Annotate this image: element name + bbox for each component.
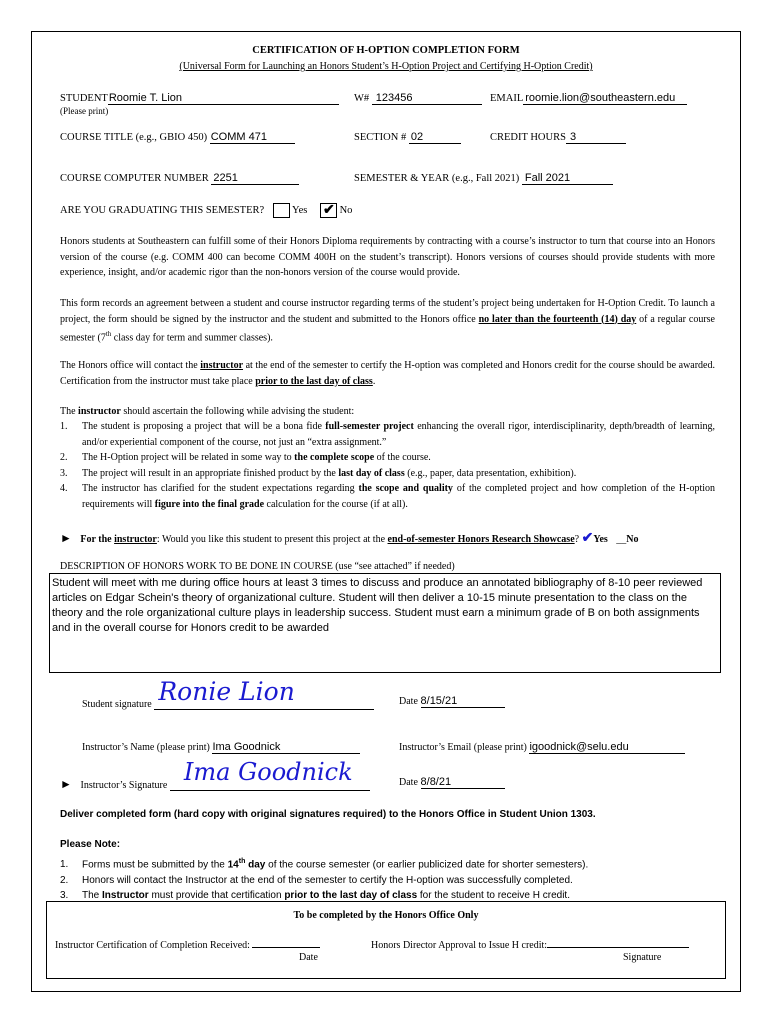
showcase-no-blank[interactable]: __ <box>616 534 627 545</box>
semester-value: Fall 2021 <box>522 172 613 185</box>
showcase-yes[interactable]: Yes <box>593 534 608 545</box>
list-emphasis: the scope and quality <box>358 483 453 494</box>
list-emphasis: full-semester project <box>325 421 414 432</box>
cert-instructor-emphasis: instructor <box>200 360 244 371</box>
list-text: of the completed project and how completion of the H-option requirements will <box>82 483 715 510</box>
certification-paragraph <box>60 358 715 389</box>
note-text: Forms must be submitted by the <box>82 859 228 871</box>
date-label: Date <box>399 777 418 788</box>
w-number-value: 123456 <box>372 92 482 105</box>
showcase-instructor: instructor <box>114 534 157 545</box>
list-text: The H-Option project will be related in some way to <box>82 452 295 463</box>
agreement-text-2: of a regular course semester (7 <box>60 313 715 344</box>
instructor-signature-field[interactable] <box>60 758 370 791</box>
cert-text-1: The Honors office will contact the <box>60 360 201 371</box>
showcase-for: For the <box>80 534 115 545</box>
course-number-field[interactable] <box>60 172 299 185</box>
student-label: STUDENT <box>60 93 108 104</box>
section-value: 02 <box>409 131 461 144</box>
w-number-label: W# <box>354 93 370 104</box>
completion-received-line[interactable] <box>252 937 320 948</box>
arrow-right-icon: ► <box>60 531 72 545</box>
note-emphasis: day <box>245 859 266 871</box>
description-label: DESCRIPTION OF HONORS WORK TO BE DONE IN COURSE (use “see attached” if needed) <box>60 561 455 572</box>
course-title-label: COURSE TITLE (e.g., GBIO 450) <box>60 132 208 143</box>
graduating-yes-label: Yes <box>292 205 308 216</box>
form-subtitle: (Universal Form for Launching an Honors Student’s H-Option Project and Certifying H-Option Credit) <box>179 61 593 72</box>
graduating-no-label: No <box>339 205 353 216</box>
form-title: CERTIFICATION OF H-OPTION COMPLETION FORM <box>252 45 520 56</box>
note-text: must provide that certification <box>148 890 285 902</box>
note-item <box>60 873 588 889</box>
cert-text-3: . <box>372 375 376 387</box>
notes-list <box>60 854 588 904</box>
course-title-field[interactable] <box>60 131 295 144</box>
semester-field[interactable] <box>354 172 613 185</box>
showcase-qmark: ? <box>574 534 580 545</box>
list-item <box>60 481 715 512</box>
instructor-email-value: igoodnick@selu.edu <box>529 741 685 754</box>
graduating-question <box>60 202 352 219</box>
instructor-name-value: Ima Goodnick <box>212 741 360 754</box>
student-field[interactable] <box>60 92 339 105</box>
email-value: roomie.lion@southeastern.edu <box>523 92 687 105</box>
instructor-signature-label: Instructor’s Signature <box>80 780 168 791</box>
notes-heading: Please Note: <box>60 839 121 850</box>
office-date-label: Date <box>299 952 318 963</box>
instructor-date-value: 8/8/21 <box>421 776 505 789</box>
director-approval-field[interactable] <box>371 937 689 951</box>
director-approval-label: Honors Director Approval to Issue H credit: <box>371 940 548 951</box>
completion-received-label: Instructor Certification of Completion Received: <box>55 940 250 951</box>
section-label: SECTION # <box>354 132 407 143</box>
checkmark-icon[interactable]: ✔ <box>581 529 594 545</box>
please-print-note: (Please print) <box>60 106 109 116</box>
instructor-name-field[interactable] <box>82 741 360 754</box>
note-text: for the student to receive H credit. <box>417 890 570 902</box>
w-number-field[interactable] <box>354 92 482 105</box>
list-emphasis: last day of class <box>338 467 405 479</box>
showcase-no[interactable]: No <box>626 534 639 545</box>
list-emphasis: the complete scope <box>294 452 375 463</box>
agreement-text-1: This form records an agreement between a student and course instructor regarding terms of the student’s project being undertaken for H-Option Credit. To launch a project, the form should be signed by the instructor and the student and submitted to the Honors office <box>60 298 715 325</box>
credit-hours-label: CREDIT HOURS <box>490 132 566 143</box>
credit-hours-value: 3 <box>566 131 626 144</box>
course-number-label: COURSE COMPUTER NUMBER <box>60 173 209 184</box>
note-text: of the course semester (or earlier publicized date for shorter semesters). <box>265 859 589 871</box>
list-item <box>60 419 715 450</box>
note-number: 2. <box>60 874 69 886</box>
date-label: Date <box>399 696 418 707</box>
instructor-email-field[interactable] <box>399 741 685 754</box>
student-value: Roomie T. Lion <box>108 92 339 105</box>
list-item <box>60 450 715 466</box>
guidance-text-2: should ascertain the following while advising the student: <box>120 406 355 417</box>
list-text: of the course. <box>374 452 431 463</box>
list-number: 1. <box>60 421 68 432</box>
arrow-right-icon: ► <box>60 777 72 791</box>
cert-deadline-emphasis: prior to the last day of class <box>255 375 373 387</box>
list-text: calculation for the course (if at all). <box>264 498 408 510</box>
note-sup: th <box>238 858 246 865</box>
note-emphasis: 14 <box>227 859 239 871</box>
note-number: 3. <box>60 890 69 902</box>
agreement-paragraph <box>60 296 715 346</box>
office-signature-label: Signature <box>623 952 662 963</box>
email-field[interactable] <box>490 92 687 105</box>
note-text: The <box>82 890 103 902</box>
cert-text-2: at the end of the semester to certify the H-option was completed and Honors credit for the course should be awarded. Certification from the instructor must take place <box>60 360 715 387</box>
note-item <box>60 854 588 873</box>
delivery-instructions: Deliver completed form (hard copy with original signatures required) to the Honors Office in Student Union 1303. <box>60 809 596 820</box>
guidance-text-1: The <box>60 406 79 417</box>
guidance-instructor: instructor <box>78 406 121 417</box>
student-signature-field[interactable] <box>82 677 374 710</box>
student-signature-label: Student signature <box>82 699 152 710</box>
form-page <box>31 31 741 992</box>
list-text: The project will result in an appropriate finished product by the <box>82 467 339 479</box>
instructor-email-label: Instructor’s Email (please print) <box>399 742 527 753</box>
student-date-value: 8/15/21 <box>421 695 505 708</box>
list-emphasis: figure into the final grade <box>154 498 265 510</box>
guidance-list <box>60 419 715 512</box>
deadline-emphasis: no later than the fourteenth (14) day <box>478 313 637 325</box>
showcase-question <box>60 529 639 546</box>
list-number: 4. <box>60 483 68 494</box>
email-label: EMAIL <box>490 93 524 104</box>
description-text: Student will meet with me during office hours at least 3 times to discuss and produce an annotated bibliography of 8-10 peer reviewed articles on Edgar Schein's theory of organizational culture. Student will then deliver a 10-15 minute presentation to the class on the theory and the role organizational culture plays in leadership success. Student must earn a minimum grade of B on both assignments and in the overall course for Honors credit to be awarded <box>52 577 703 634</box>
list-text: enhancing the overall rigor, interdisciplinarity, depth/breadth of learning, and/or experiential component of the course, not just an “extra assignment.” <box>82 421 715 448</box>
checkmark-icon: ✔ <box>322 201 335 218</box>
note-emphasis: Instructor <box>102 890 149 902</box>
list-text: The student is proposing a project that will be a bona fide <box>82 421 326 432</box>
graduating-yes-checkbox[interactable] <box>273 203 290 218</box>
note-text: Honors will contact the Instructor at the end of the semester to certify the H-option was successfully completed. <box>82 874 573 886</box>
student-signature: Ronie Lion <box>158 677 295 706</box>
note-number: 1. <box>60 859 69 871</box>
instructor-date-field[interactable] <box>399 776 505 789</box>
graduating-label: ARE YOU GRADUATING THIS SEMESTER? <box>60 205 265 216</box>
list-number: 2. <box>60 452 68 463</box>
section-field[interactable] <box>354 131 461 144</box>
list-item <box>60 466 715 482</box>
credit-hours-field[interactable] <box>490 131 626 144</box>
office-box-title: To be completed by the Honors Office Only <box>293 910 479 921</box>
course-title-value: COMM 471 <box>210 131 295 144</box>
list-text: The instructor has clarified for the student expectations regarding <box>82 483 359 494</box>
director-approval-line[interactable] <box>547 937 689 948</box>
showcase-event: end-of-semester Honors Research Showcase <box>387 534 575 545</box>
course-number-value: 2251 <box>211 172 299 185</box>
student-date-field[interactable] <box>399 695 505 708</box>
agreement-sup: th <box>105 330 112 338</box>
agreement-text-3: class day for term and summer classes). <box>111 332 273 344</box>
instructor-signature: Ima Goodnick <box>183 758 353 786</box>
instructor-guidance-intro <box>60 404 715 420</box>
description-box[interactable] <box>49 573 721 673</box>
semester-label: SEMESTER & YEAR (e.g., Fall 2021) <box>354 173 520 184</box>
instructor-name-label: Instructor’s Name (please print) <box>82 742 210 753</box>
showcase-text: : Would you like this student to present this project at the <box>156 534 388 545</box>
intro-paragraph: Honors students at Southeastern can fulfill some of their Honors Diploma requirements by contracting with a course’s instructor to turn that course into an Honors version of the course (e.g. COMM 400 can become COMM 400H on the student’s transcript). Honors versions of courses should provide students with more experience, insight, and/or academic rigor than the non-honors version of the course would provide. <box>60 236 715 278</box>
completion-received-field[interactable] <box>55 937 320 951</box>
list-text: (e.g., paper, data presentation, exhibition). <box>404 467 577 479</box>
note-emphasis: prior to the last day of class <box>284 890 418 902</box>
honors-office-box <box>46 901 726 979</box>
graduating-no-checkbox[interactable] <box>320 203 337 218</box>
list-number: 3. <box>60 467 68 479</box>
